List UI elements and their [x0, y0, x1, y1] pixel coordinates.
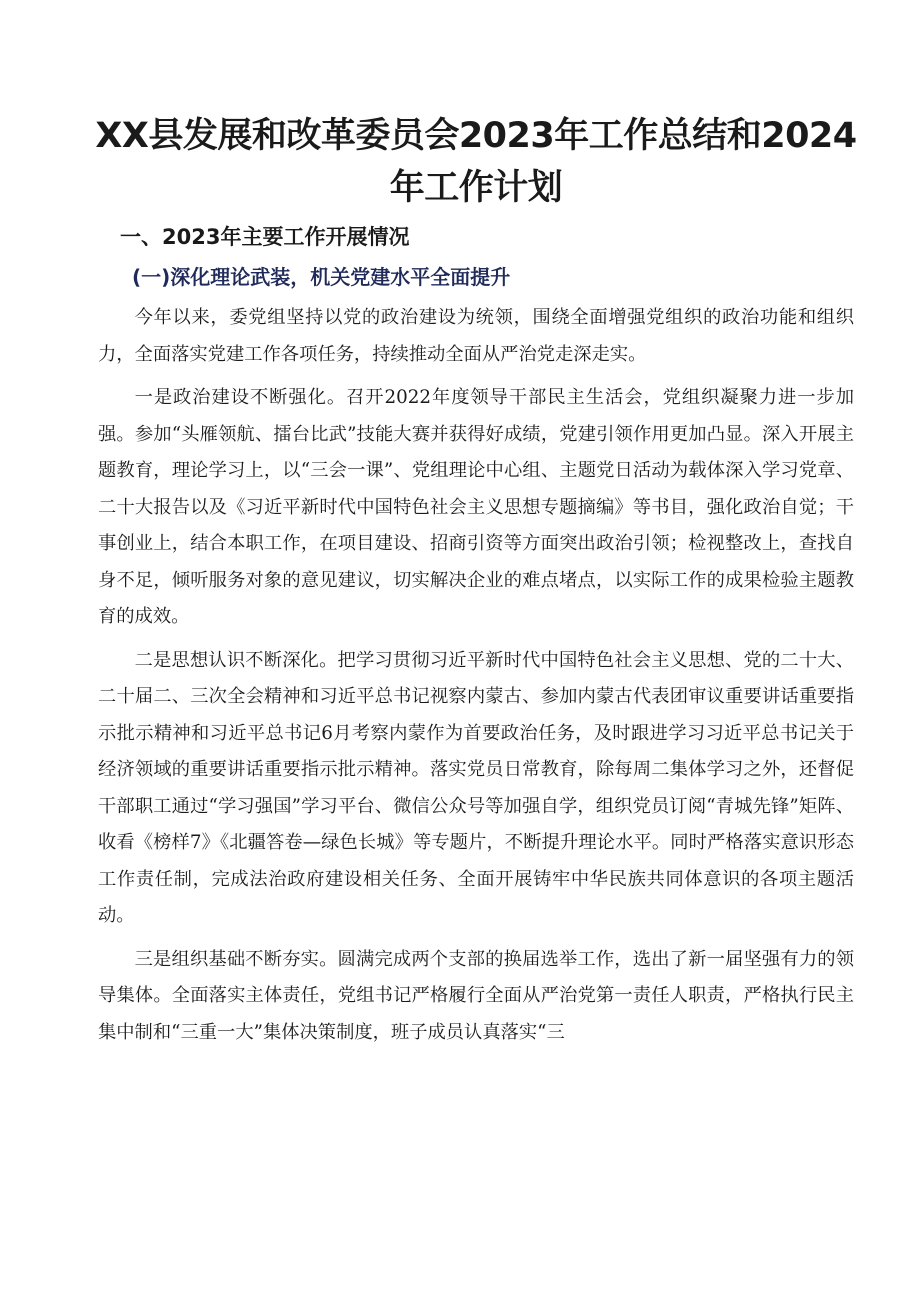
paragraph-ideological-understanding: 二是思想认识不断深化。把学习贯彻习近平新时代中国特色社会主义思想、党的二十大、二十届二、三次全会精神和习近平总书记视察内蒙古、参加内蒙古代表团审议重要讲话重要指示批示精神和习近平总书记6月考察内蒙作为首要政治任务，及时跟进学习习近平总书记关于经济领域的重要讲话重要指示批示精神。落实党员日常教育，除每周二集体学习之外，还督促干部职工通过“学习强国”学习平台、微信公众号等加强自学，组织党员订阅“青城先锋”矩阵、收看《榜样7》《北疆答卷—绿色长城》等专题片，不断提升理论水平。同时严格落实意识形态工作责任制，完成法治政府建设相关任务、全面开展铸牢中华民族共同体意识的各项主题活动。	[98, 649, 854, 926]
paragraph-organizational-foundation: 三是组织基础不断夯实。圆满完成两个支部的换届选举工作，选出了新一届坚强有力的领导集体。全面落实主体责任，党组书记严格履行全面从严治党第一责任人职责，严格执行民主集中制和“三重一大”集体决策制度，班子成员认真落实“三	[98, 948, 854, 1043]
subsection-heading: (一)深化理论武装，机关党建水平全面提升	[132, 265, 511, 289]
document-title: XX县发展和改革委员会2023年工作总结和2024年工作计划	[95, 116, 857, 208]
section-heading: 一、2023年主要工作开展情况	[120, 225, 410, 249]
paragraph-political-construction: 一是政治建设不断强化。召开2022年度领导干部民主生活会，党组织凝聚力进一步加强。参加“头雁领航、擂台比武”技能大赛并获得好成绩，党建引领作用更加凸显。深入开展主题教育，理论学习上，以“三会一课”、党组理论中心组、主题党日活动为载体深入学习党章、二十大报告以及《习近平新时代中国特色社会主义思想专题摘编》等书目，强化政治自觉；干事创业上，结合本职工作，在项目建设、招商引资等方面突出政治引领；检视整改上，查找自身不足，倾听服务对象的意见建议，切实解决企业的难点堵点，以实际工作的成果检验主题教育的成效。	[98, 387, 854, 627]
paragraph-intro: 今年以来，委党组坚持以党的政治建设为统领，围绕全面增强党组织的政治功能和组织力，全面落实党建工作各项任务，持续推动全面从严治党走深走实。	[98, 307, 854, 365]
